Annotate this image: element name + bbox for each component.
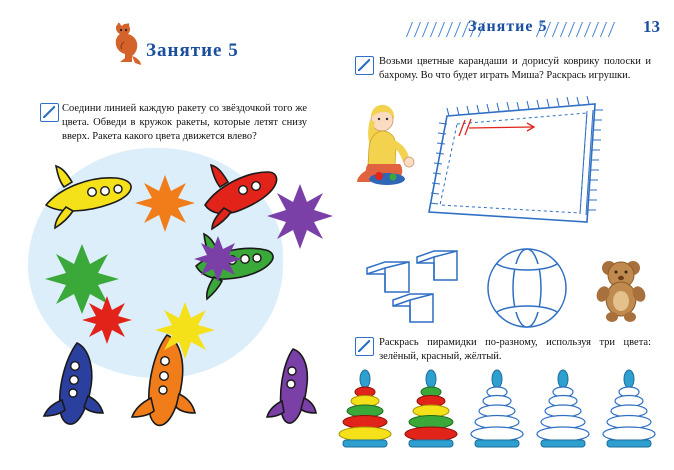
task-text-right-1: Возьми цветные карандаши и дорисуй коврику полоски и бахрому. Во что будет играть Миша? Раскрась игрушки. <box>379 56 651 81</box>
yellow-rocket-top-left <box>46 166 131 228</box>
pyramid-4 <box>537 370 589 447</box>
task-text-right-2: Раскрась пирамидки по-разному, используя три цвета: зелёный, красный, жёлтый. <box>379 337 651 362</box>
pyramid-3 <box>471 370 523 447</box>
red-star <box>82 296 132 344</box>
pyramid-1 <box>339 370 391 447</box>
task-text-left: Соедини линией каждую ракету со звёздочкой того же цвета. Обведи в кружок ракеты, которые летят снизу вверх. Ракета какого цвета движется влево? <box>62 103 307 142</box>
purple-rocket-bottom-right <box>267 349 316 423</box>
blue-rocket-bottom-left <box>44 343 103 424</box>
pyramid-5 <box>603 370 655 447</box>
right-page <box>337 0 674 470</box>
page-number: 13 <box>643 17 660 36</box>
page-title: Занятие 5 <box>146 40 239 61</box>
orange-star <box>135 175 195 232</box>
pyramids-row <box>337 0 674 470</box>
red-rocket-top-right <box>205 165 277 229</box>
right-page-title: Занятие 5 <box>468 18 548 35</box>
purple-star <box>267 184 333 249</box>
pyramid-2 <box>405 370 457 447</box>
